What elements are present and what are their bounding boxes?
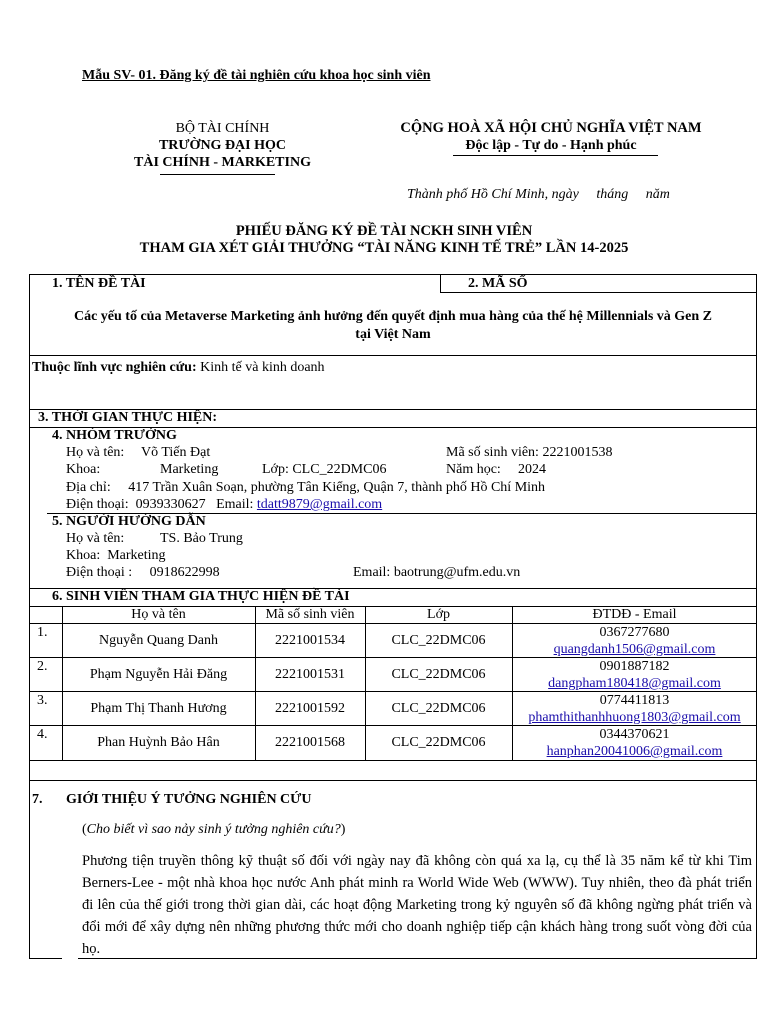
leader-heading: 4. NHÓM TRƯỞNG (52, 428, 177, 443)
leader-name-label: Họ và tên: (66, 445, 125, 460)
leader-year: 2024 (518, 462, 546, 477)
code-label: 2. MÃ SỐ (468, 276, 528, 291)
row1-name: Nguyễn Quang Danh (99, 633, 218, 648)
row4-bottom (29, 760, 757, 761)
row2-no: 2. (37, 659, 48, 674)
advisor-phone: Điện thoại : 0918622998 (66, 565, 220, 580)
row2-class: CLC_22DMC06 (391, 667, 486, 682)
idea-prompt: (Cho biết vì sao nảy sinh ý tưởng nghiên cứu?) (82, 822, 346, 837)
leader-email-link[interactable]: tdatt9879@gmail.com (256, 497, 383, 512)
code-underline (440, 292, 757, 293)
form-title-line1: PHIẾU ĐĂNG KÝ ĐỀ TÀI NCKH SINH VIÊN (235, 223, 533, 239)
national-motto: CỘNG HOÀ XÃ HỘI CHỦ NGHĨA VIỆT NAM (400, 120, 702, 136)
section-divider (440, 274, 441, 292)
form-code: Mẫu SV- 01. Đăng ký đề tài nghiên cứu khoa học sinh viên (82, 68, 431, 83)
topic-label: 1. TÊN ĐỀ TÀI (52, 276, 146, 291)
row4-class: CLC_22DMC06 (391, 735, 486, 750)
idea-paragraph: Phương tiện truyền thông kỹ thuật số đối với ngày nay đã không còn quá xa lạ, cụ thể là 35 năm kể từ khi Tim Berners-Lee - một nhà khoa học nước Anh phát minh ra World Wide Web (WWW). Tuy nhiên, theo đà phát triển đi lên của thế giới trong thời gian dài, các hoạt động Marketing trong kỷ nguyên số đã không ngừng phát triển và đổi mới để xây dựng nên những phương thức mới cho doanh nghiệp tiếp cận khách hàng trong suốt vòng đời của họ. (82, 853, 752, 957)
national-header (380, 120, 722, 154)
row2-phone: 0901887182 (599, 659, 670, 674)
advisor-name-label: Họ và tên: (66, 531, 125, 546)
idea-number: 7. (32, 792, 43, 807)
idea-heading: GIỚI THIỆU Ý TƯỞNG NGHIÊN CỨU (66, 792, 312, 807)
row1-class: CLC_22DMC06 (391, 633, 486, 648)
row3-class: CLC_22DMC06 (391, 701, 486, 716)
leader-year-label: Năm học: (446, 462, 501, 477)
row1-no: 1. (37, 625, 48, 640)
leader-faculty: Marketing (160, 462, 219, 477)
advisor-faculty: Khoa: Marketing (66, 548, 166, 563)
duration-label: 3. THỜI GIAN THỰC HIỆN: (38, 410, 218, 425)
leader-phone: Điện thoại: 0939330627 Email: (66, 497, 257, 512)
row1-email-link[interactable]: quangdanh1506@gmail.com (553, 642, 716, 657)
topic-title-line2: tại Việt Nam (355, 327, 431, 342)
idea-prompt-text: Cho biết vì sao nảy sinh ý tưởng nghiên cứu? (86, 822, 341, 837)
row2-name: Phạm Nguyễn Hải Đăng (89, 667, 228, 682)
divider-members (29, 780, 757, 781)
form-title-line2: THAM GIA XÉT GIẢI THƯỞNG “TÀI NĂNG KINH TẾ TRẺ” LẦN 14-2025 (139, 240, 629, 256)
row3-contact (512, 692, 757, 726)
row3-phone: 0774411813 (599, 693, 670, 708)
row3-no: 3. (37, 693, 48, 708)
col-header-class: Lớp (427, 607, 450, 622)
members-heading: 6. SINH VIÊN THAM GIA THỰC HIỆN ĐỀ TÀI (52, 589, 350, 604)
leader-student-id: Mã số sinh viên: 2221001538 (446, 445, 613, 460)
col-header-id: Mã số sinh viên (265, 607, 355, 622)
row3-email-link[interactable]: phamthithanhhuong1803@gmail.com (528, 710, 741, 725)
right-header-underline (453, 155, 658, 156)
row4-contact (512, 726, 757, 760)
advisor-heading: 5. NGƯỜI HƯỚNG DẪN (52, 514, 206, 529)
row4-email-link[interactable]: hanphan20041006@gmail.com (546, 744, 723, 759)
advisor-email: Email: baotrung@ufm.edu.vn (353, 565, 521, 580)
research-field-value: Kinh tế và kinh doanh (196, 360, 325, 375)
place-date: Thành phố Hồ Chí Minh, ngày tháng năm (407, 187, 670, 202)
row3-name: Phạm Thị Thanh Hương (90, 701, 227, 716)
topic-title-line1: Các yếu tố của Metaverse Marketing ảnh hưởng đến quyết định mua hàng của thế hệ Millennials và Gen Z (73, 309, 713, 324)
row4-no: 4. (37, 727, 48, 742)
divider-topic (29, 355, 757, 356)
row2-contact (512, 658, 757, 692)
row2-id: 2221001531 (275, 667, 345, 682)
ministry-header (100, 120, 345, 171)
ministry-name: BỘ TÀI CHÍNH (175, 121, 270, 136)
university-name-line1: TRƯỜNG ĐẠI HỌC (158, 138, 287, 153)
leader-class: Lớp: CLC_22DMC06 (262, 462, 387, 477)
row1-phone: 0367277680 (599, 625, 670, 640)
row4-phone: 0344370621 (599, 727, 670, 742)
row1-contact (512, 624, 757, 658)
left-header-underline (160, 174, 275, 175)
research-field-label: Thuộc lĩnh vực nghiên cứu: (32, 360, 197, 375)
row1-id: 2221001534 (275, 633, 345, 648)
research-field (32, 360, 325, 376)
row4-id: 2221001568 (275, 735, 345, 750)
leader-address: Địa chỉ: 417 Trần Xuân Soạn, phường Tân Kiểng, Quận 7, thành phố Hồ Chí Minh (66, 480, 546, 495)
advisor-name: TS. Bảo Trung (160, 531, 243, 546)
col-header-contact: ĐTDĐ - Email (592, 607, 677, 622)
bottom-border-gap (62, 955, 78, 961)
row2-email-link[interactable]: dangpham180418@gmail.com (548, 676, 721, 691)
row3-id: 2221001592 (275, 701, 345, 716)
leader-name: Võ Tiến Đạt (141, 445, 211, 460)
form-title (0, 223, 768, 257)
national-slogan: Độc lập - Tự do - Hạnh phúc (465, 138, 637, 153)
university-name-line2: TÀI CHÍNH - MARKETING (134, 155, 311, 170)
row4-name: Phan Huỳnh Bảo Hân (97, 735, 220, 750)
col-header-name: Họ và tên (131, 607, 186, 622)
leader-contact (66, 497, 382, 513)
topic-title (30, 308, 756, 344)
leader-faculty-label: Khoa: (66, 462, 101, 477)
